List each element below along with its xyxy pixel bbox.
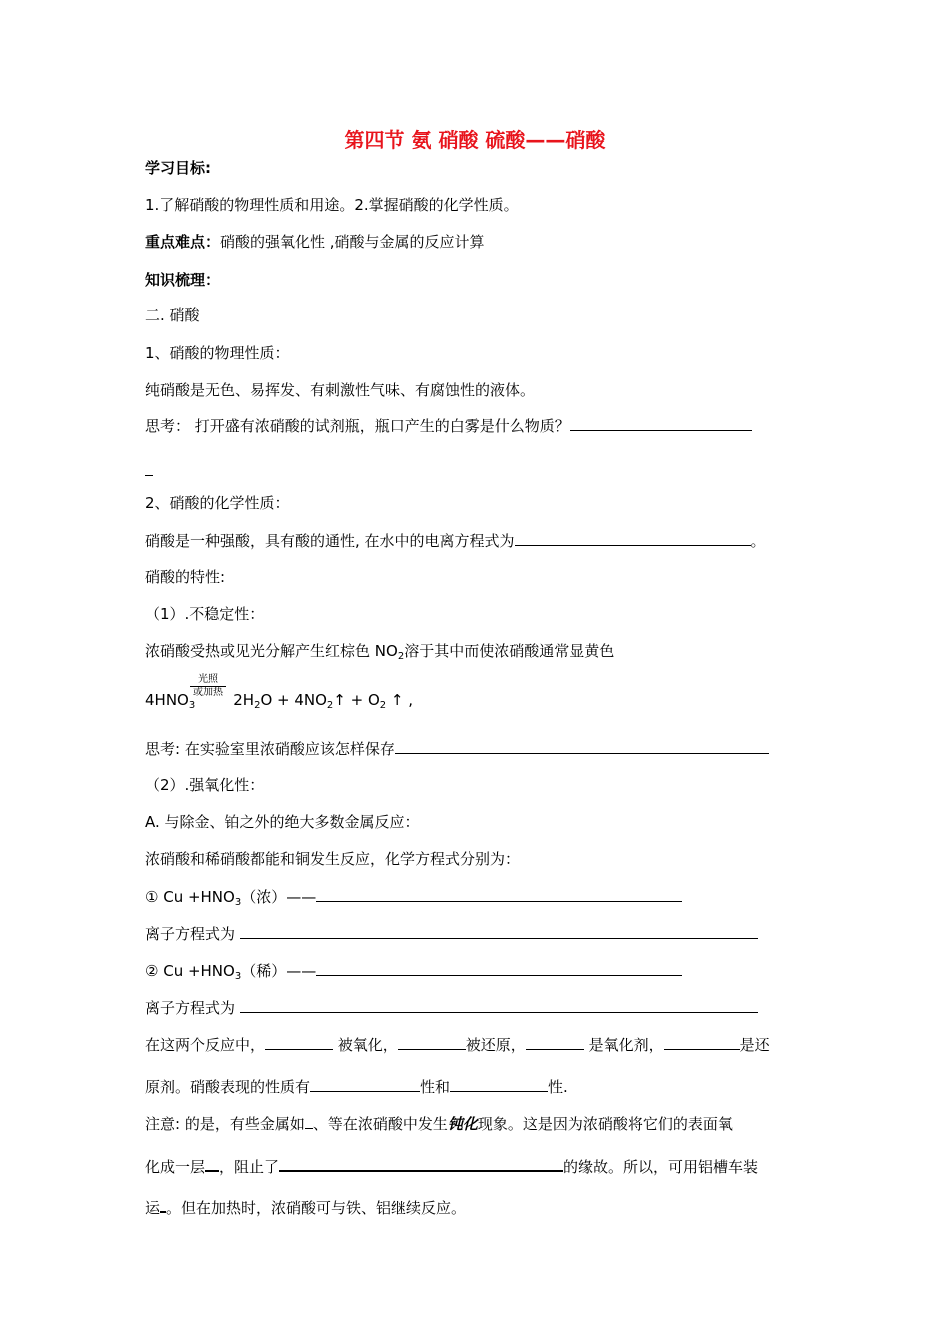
phys-heading: 1、硝酸的物理性质：: [145, 344, 290, 362]
eq-p3-sub: 2: [379, 700, 387, 711]
answer-blank[interactable]: [398, 1034, 466, 1050]
eq-p1-post: O + 4NO: [260, 691, 327, 709]
redox-g: 性和: [420, 1078, 451, 1096]
eq-p3-post: ↑ ,: [386, 691, 414, 709]
note-b: 、等在浓硝酸中发生: [312, 1115, 448, 1133]
think-question-1: [145, 415, 752, 436]
reaction-1: [145, 886, 682, 907]
answer-blank[interactable]: [664, 1034, 740, 1050]
answer-blank[interactable]: [570, 415, 752, 431]
oxidizing-heading: （2）.强氧化性：: [145, 776, 265, 794]
decomp-pre: 浓硝酸受热或见光分解产生红棕色 NO: [145, 642, 398, 660]
note-a: 注意: 的是，有些金属如: [145, 1115, 305, 1133]
decomp-sub: 2: [397, 651, 405, 662]
think-question-2: [145, 738, 769, 759]
answer-blank[interactable]: [316, 886, 682, 902]
eq-lhs-sub: 3: [188, 700, 196, 711]
answer-blank[interactable]: [240, 923, 758, 939]
answer-blank[interactable]: [395, 738, 769, 754]
key-points: [145, 232, 485, 252]
page-title: 第四节 氨 硝酸 硫酸——硝酸: [344, 128, 606, 152]
answer-blank[interactable]: [515, 530, 751, 546]
key-label: 重点难点：: [145, 233, 221, 251]
redox-h: 性.: [548, 1078, 568, 1096]
acid-ionization: [145, 530, 766, 551]
answer-blank[interactable]: [310, 1076, 420, 1092]
r1-post: （浓）——: [241, 888, 317, 906]
ion1-label: 离子方程式为: [145, 925, 240, 943]
ionic-equation-2: [145, 997, 758, 1018]
ion2-label: 离子方程式为: [145, 999, 240, 1017]
goals-text: 1.了解硝酸的物理性质和用途。2.掌握硝酸的化学性质。: [145, 196, 519, 214]
acid-end: 。: [750, 532, 766, 550]
redox-d: 是氧化剂，: [583, 1036, 664, 1054]
think-question-1-cont: [145, 460, 153, 481]
acid-text: 硝酸是一种强酸，具有酸的通性, 在水中的电离方程式为: [145, 532, 515, 550]
special-properties: 硝酸的特性:: [145, 568, 226, 586]
passivation-note-end: [145, 1196, 466, 1218]
chem-heading: 2、硝酸的化学性质：: [145, 494, 290, 512]
metal-reaction-heading: A. 与除金、铂之外的绝大多数金属反应：: [145, 813, 420, 831]
answer-blank[interactable]: [305, 1113, 313, 1129]
decomp-post: 溶于其中而使浓硝酸通常显黄色: [404, 642, 615, 660]
note-c: 现象。这是因为浓硝酸将它们的表面氧: [477, 1115, 733, 1133]
r2-sub: 3: [234, 971, 242, 982]
note2-c: 的缘故。所以，可用铝槽车装: [563, 1158, 759, 1176]
phys-text: 纯硝酸是无色、易挥发、有刺激性气味、有腐蚀性的液体。: [145, 381, 536, 399]
answer-blank[interactable]: [145, 460, 153, 476]
r1-sub: 3: [234, 897, 242, 908]
ionic-equation-1: [145, 923, 758, 944]
answer-blank[interactable]: [450, 1076, 548, 1092]
redox-question: [145, 1034, 770, 1055]
r2-pre: ② Cu +HNO: [145, 962, 235, 980]
key-text: 硝酸的强氧化性 ,硝酸与金属的反应计算: [220, 233, 485, 251]
note3-b: 。但在加热时，浓硝酸可与铁、铝继续反应。: [166, 1199, 467, 1217]
eq-lhs: 4HNO: [145, 691, 189, 709]
redox-e: 是还: [739, 1036, 770, 1054]
redox-question-cont: [145, 1076, 568, 1097]
note2-a: 化成一层: [145, 1158, 206, 1176]
answer-blank[interactable]: [265, 1034, 333, 1050]
redox-c: 被还原，: [465, 1036, 526, 1054]
section-heading: 二. 硝酸: [145, 306, 200, 324]
eq-p2-post: ↑ + O: [333, 691, 380, 709]
note2-b: ，阻止了: [219, 1158, 280, 1176]
passivation-note: [145, 1113, 733, 1134]
unstable-heading: （1）.不稳定性：: [145, 605, 265, 623]
r2-post: （稀）——: [241, 962, 317, 980]
condition-bottom: 或加热: [193, 687, 223, 698]
eq-p2-sub: 2: [326, 700, 334, 711]
eq-p1-sub: 2: [254, 700, 261, 711]
decomposition-equation: [145, 690, 413, 710]
eq-p1: 2H: [233, 691, 255, 709]
passivation-term: 钝化: [447, 1115, 478, 1133]
answer-blank[interactable]: [205, 1155, 219, 1172]
answer-blank[interactable]: [316, 960, 682, 976]
copper-intro: 浓硝酸和稀硝酸都能和铜发生反应，化学方程式分别为：: [145, 850, 521, 868]
review-label: 知识梳理：: [145, 271, 221, 289]
condition-top: 光照: [198, 674, 218, 685]
answer-blank[interactable]: [240, 997, 758, 1013]
redox-a: 在这两个反应中，: [145, 1036, 266, 1054]
note3-a: 运: [145, 1199, 161, 1217]
decomposition-text: [145, 641, 614, 661]
think1-text: 思考： 打开盛有浓硝酸的试剂瓶，瓶口产生的白雾是什么物质？: [145, 417, 570, 435]
redox-f: 原剂。硝酸表现的性质有: [145, 1078, 311, 1096]
answer-blank[interactable]: [526, 1034, 584, 1050]
reaction-2: [145, 960, 682, 981]
answer-blank[interactable]: [279, 1155, 563, 1172]
redox-b: 被氧化，: [333, 1036, 398, 1054]
r1-pre: ① Cu +HNO: [145, 888, 235, 906]
goals-label: 学习目标:: [145, 159, 211, 177]
think2-text: 思考: 在实验室里浓硝酸应该怎样保存: [145, 740, 395, 758]
passivation-note-cont: [145, 1155, 758, 1177]
